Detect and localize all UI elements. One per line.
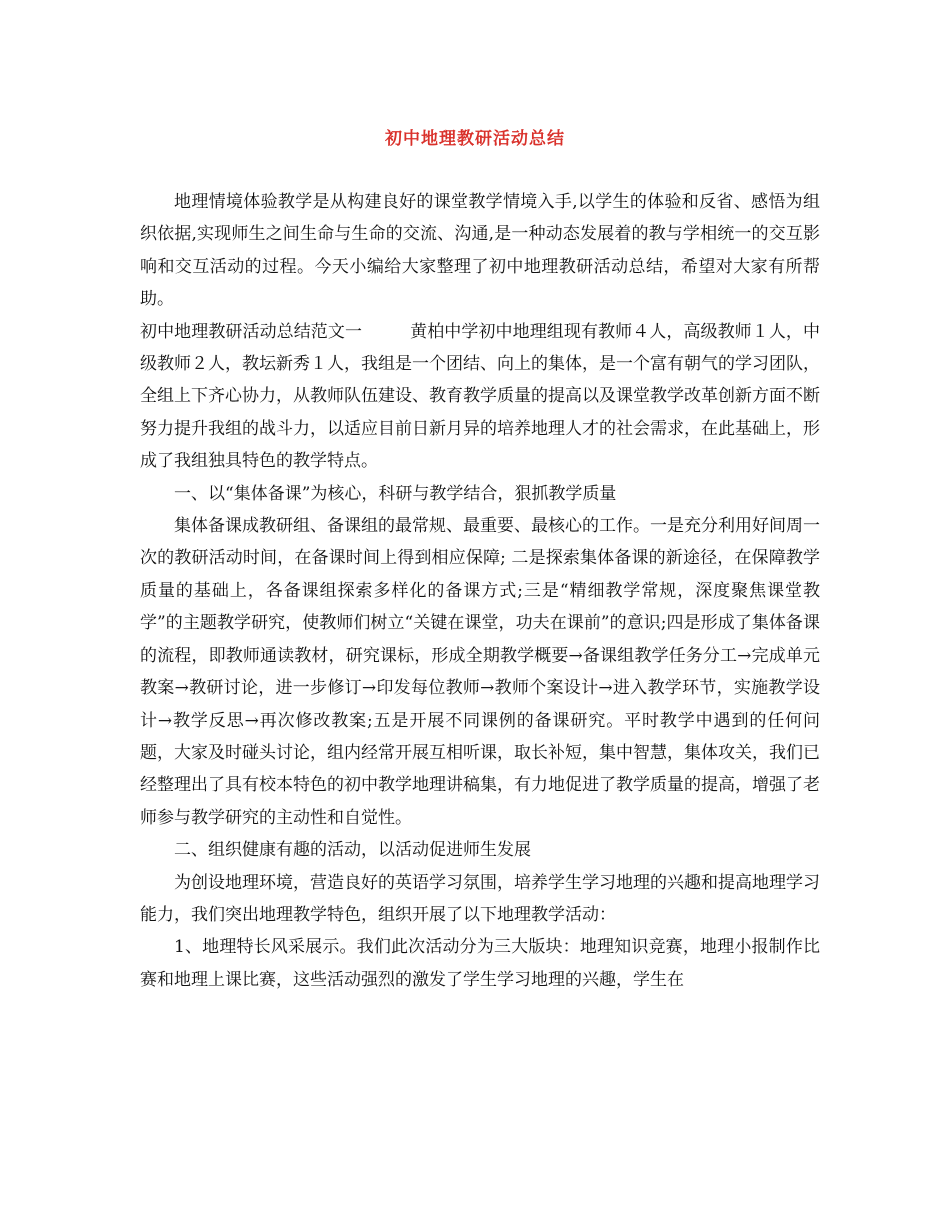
section-1-heading: 一、以“集体备课”为核心，科研与教学结合，狠抓教学质量 bbox=[174, 483, 617, 504]
section-2-paragraph: 为创设地理环境，营造良好的英语学习氛围，培养学生学习地理的兴趣和提高地理学习能力，我们突出地理教学特色，组织开展了以下地理教学活动： bbox=[140, 872, 820, 925]
sample-body: 黄柏中学初中地理组现有教师４人，高级教师１人，中级教师２人，教坛新秀１人，我组是一个团结、向上的集体，是一个富有朝气的学习团队，全组上下齐心协力，从教师队伍建设、教育教学质量的提高以及课堂教学改革创新方面不断努力提升我组的战斗力，以适应目前日新月异的培养地理人才的社会需求，在此基础上，形成了我组独具特色的教学特点。 bbox=[140, 321, 821, 472]
document-title: 初中地理教研活动总结 bbox=[385, 129, 565, 149]
sample-paragraph bbox=[140, 316, 820, 478]
document-body bbox=[140, 186, 820, 996]
sample-title: 初中地理教研活动总结范文一 bbox=[140, 321, 363, 342]
section-1-paragraph: 集体备课成教研组、备课组的最常规、最重要、最核心的工作。一是充分利用好间周一次的教研活动时间，在备课时间上得到相应保障; 二是探索集体备课的新途径，在保障教学质量的基础上，各备课组探索多样化的备课方式;三是“精细教学常规，深度聚焦课堂教学”的主题教学研究，使教师们树立“关键在课堂，功夫在课前”的意识;四是形成了集体备课的流程，即教师通读教材，研究课标，形成全期教学概要→备课组教学任务分工→完成单元教案→教研讨论，进一步修订→印发每位教师→教师个案设计→进入教学环节，实施教学设计→教学反思→再次修改教案;五是开展不同课例的备课研究。平时教学中遇到的任何问题，大家及时碰头讨论，组内经常开展互相听课，取长补短，集中智慧，集体攻关，我们已经整理出了具有校本特色的初中教学地理讲稿集，有力地促进了教学质量的提高，增强了老师参与教学研究的主动性和自觉性。 bbox=[140, 516, 820, 828]
intro-paragraph: 地理情境体验教学是从构建良好的课堂教学情境入手,以学生的体验和反省、感悟为组织依据,实现师生之间生命与生命的交流、沟通,是一种动态发展着的教与学相统一的交互影响和交互活动的过程。今天小编给大家整理了初中地理教研活动总结，希望对大家有所帮助。 bbox=[140, 192, 820, 310]
section-2-heading: 二、组织健康有趣的活动，以活动促进师生发展 bbox=[174, 840, 531, 861]
item-1-paragraph: 1、地理特长风采展示。我们此次活动分为三大版块：地理知识竞赛，地理小报制作比赛和地理上课比赛，这些活动强烈的激发了学生学习地理的兴趣，学生在 bbox=[140, 937, 820, 990]
